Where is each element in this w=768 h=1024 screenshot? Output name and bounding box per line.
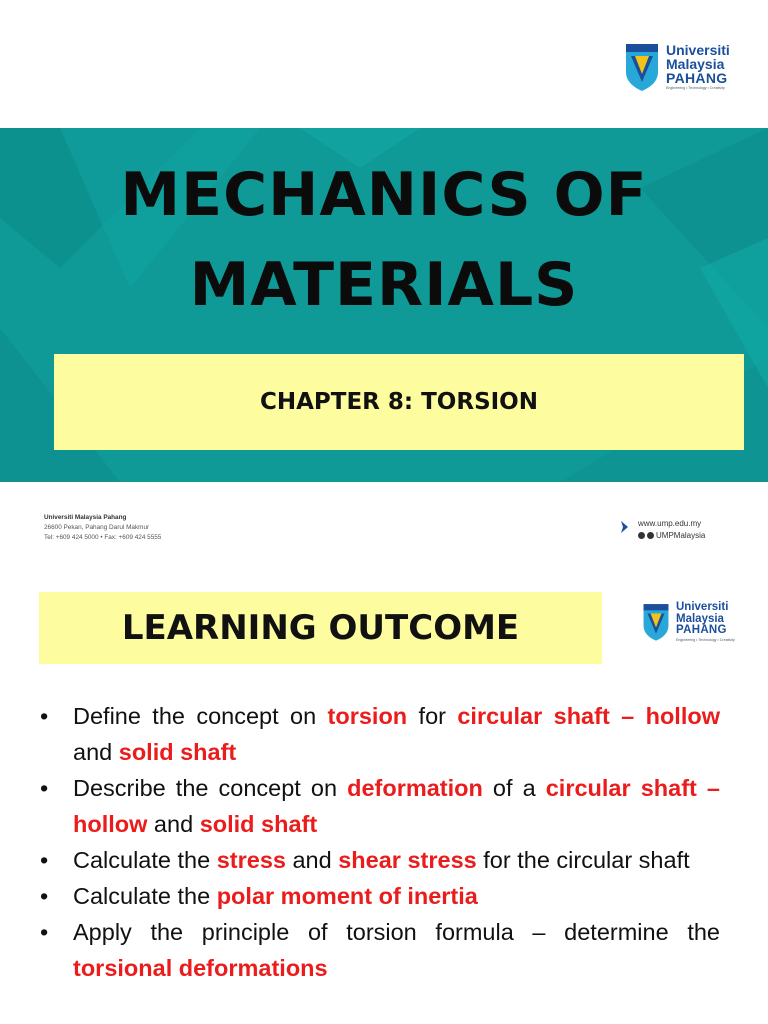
list-item: • Describe the concept on deformation of a circular shaft – hollow and solid shaft bbox=[38, 770, 720, 842]
chevron-right-icon bbox=[620, 520, 630, 534]
ump-shield-icon bbox=[642, 602, 670, 642]
learning-outcome-heading: LEARNING OUTCOME bbox=[121, 608, 520, 648]
logo-tagline: Engineering • Technology • Creativity bbox=[666, 86, 725, 91]
course-title-line2: MATERIALS bbox=[189, 250, 579, 320]
logo-line-malaysia: Malaysia bbox=[676, 612, 724, 625]
list-item: • Define the concept on torsion for circular shaft – hollow and solid shaft bbox=[38, 698, 720, 770]
course-title-line1: MECHANICS OF bbox=[120, 160, 648, 230]
footer-website[interactable]: www.ump.edu.my bbox=[638, 519, 702, 528]
list-item: • Calculate the polar moment of inertia bbox=[38, 878, 720, 914]
chapter-box bbox=[54, 354, 744, 450]
ump-logo bbox=[624, 42, 730, 92]
learning-outcome-list bbox=[38, 698, 720, 986]
footer-social[interactable]: UMPMalaysia bbox=[656, 531, 706, 540]
footer-address-line: 26600 Pekan, Pahang Darul Makmur bbox=[44, 524, 150, 531]
ump-logo-small bbox=[642, 602, 735, 642]
facebook-icon[interactable] bbox=[638, 532, 645, 539]
logo-line-malaysia: Malaysia bbox=[666, 56, 725, 73]
list-item: • Calculate the stress and shear stress for the circular shaft bbox=[38, 842, 720, 878]
footer-address bbox=[44, 513, 161, 543]
course-title bbox=[0, 150, 768, 330]
logo-line-pahang: PAHANG bbox=[666, 70, 728, 87]
logo-tagline: Engineering • Technology • Creativity bbox=[676, 637, 735, 642]
logo-line-universiti: Universiti bbox=[666, 42, 730, 59]
instagram-icon[interactable] bbox=[647, 532, 654, 539]
footer-web bbox=[620, 518, 705, 542]
chapter-title: CHAPTER 8: TORSION bbox=[260, 389, 538, 415]
logo-line-pahang: PAHANG bbox=[676, 624, 727, 636]
list-item: • Apply the principle of torsion formula – determine the torsional deformations bbox=[38, 914, 720, 986]
logo-line-universiti: Universiti bbox=[676, 601, 729, 613]
footer-contact: Tel: +609 424 5000 • Fax: +609 424 5555 bbox=[44, 534, 162, 541]
footer-org: Universiti Malaysia Pahang bbox=[44, 514, 127, 521]
learning-outcome-box bbox=[39, 592, 602, 664]
ump-shield-icon bbox=[624, 42, 660, 92]
